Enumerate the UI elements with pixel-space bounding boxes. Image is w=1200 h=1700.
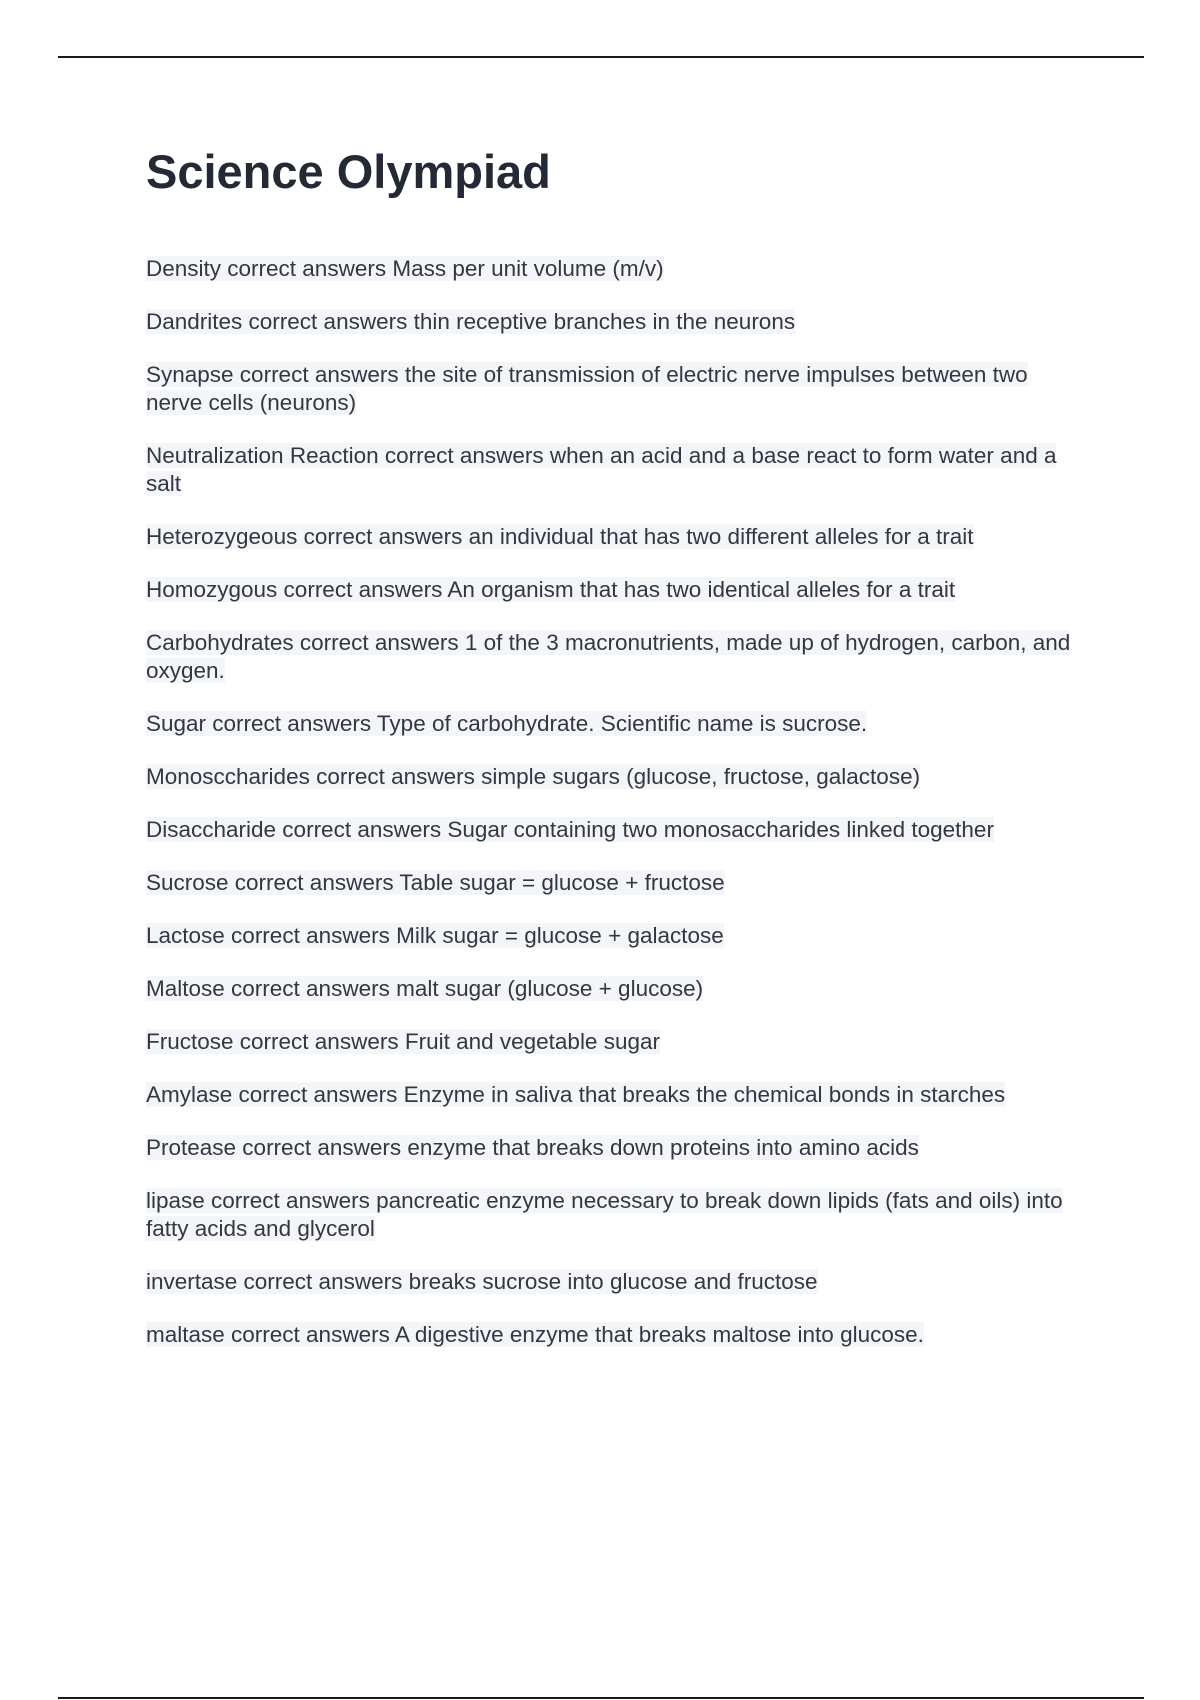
list-item — [146, 308, 1086, 336]
entry-text: Protease correct answers enzyme that breaks down proteins into amino acids — [146, 1135, 919, 1160]
list-item — [146, 576, 1086, 604]
list-item — [146, 710, 1086, 738]
entry-text: Neutralization Reaction correct answers when an acid and a base react to form water and a salt — [146, 443, 1057, 496]
list-item — [146, 1028, 1086, 1056]
entry-text: Heterozygeous correct answers an individual that has two different alleles for a trait — [146, 524, 974, 549]
list-item — [146, 816, 1086, 844]
entry-text: Lactose correct answers Milk sugar = glucose + galactose — [146, 923, 724, 948]
entry-text: Disaccharide correct answers Sugar containing two monosaccharides linked together — [146, 817, 994, 842]
list-item — [146, 869, 1086, 897]
list-item — [146, 361, 1086, 417]
list-item — [146, 1134, 1086, 1162]
entry-text: Maltose correct answers malt sugar (glucose + glucose) — [146, 976, 704, 1001]
flashcard-list — [146, 255, 1086, 1374]
entry-text: Synapse correct answers the site of transmission of electric nerve impulses between two nerve cells (neurons) — [146, 362, 1028, 415]
entry-text: Sucrose correct answers Table sugar = glucose + fructose — [146, 870, 725, 895]
list-item — [146, 1321, 1086, 1349]
top-divider — [58, 56, 1144, 58]
entry-text: lipase correct answers pancreatic enzyme necessary to break down lipids (fats and oils) into fatty acids and glycerol — [146, 1188, 1063, 1241]
list-item — [146, 922, 1086, 950]
entry-text: Dandrites correct answers thin receptive branches in the neurons — [146, 309, 796, 334]
entry-text: maltase correct answers A digestive enzyme that breaks maltose into glucose. — [146, 1322, 924, 1347]
entry-text: invertase correct answers breaks sucrose into glucose and fructose — [146, 1269, 818, 1294]
list-item — [146, 523, 1086, 551]
list-item — [146, 629, 1086, 685]
entry-text: Amylase correct answers Enzyme in saliva that breaks the chemical bonds in starches — [146, 1082, 1006, 1107]
list-item — [146, 255, 1086, 283]
entry-text: Monosccharides correct answers simple sugars (glucose, fructose, galactose) — [146, 764, 921, 789]
page-title: Science Olympiad — [146, 145, 551, 198]
list-item — [146, 442, 1086, 498]
entry-text: Sugar correct answers Type of carbohydrate. Scientific name is sucrose. — [146, 711, 868, 736]
list-item — [146, 1187, 1086, 1243]
list-item — [146, 1081, 1086, 1109]
bottom-divider — [58, 1697, 1144, 1699]
list-item — [146, 975, 1086, 1003]
list-item — [146, 1268, 1086, 1296]
entry-text: Homozygous correct answers An organism that has two identical alleles for a trait — [146, 577, 956, 602]
list-item — [146, 763, 1086, 791]
entry-text: Fructose correct answers Fruit and vegetable sugar — [146, 1029, 660, 1054]
entry-text: Carbohydrates correct answers 1 of the 3 macronutrients, made up of hydrogen, carbon, and oxygen. — [146, 630, 1071, 683]
entry-text: Density correct answers Mass per unit volume (m/v) — [146, 256, 664, 281]
